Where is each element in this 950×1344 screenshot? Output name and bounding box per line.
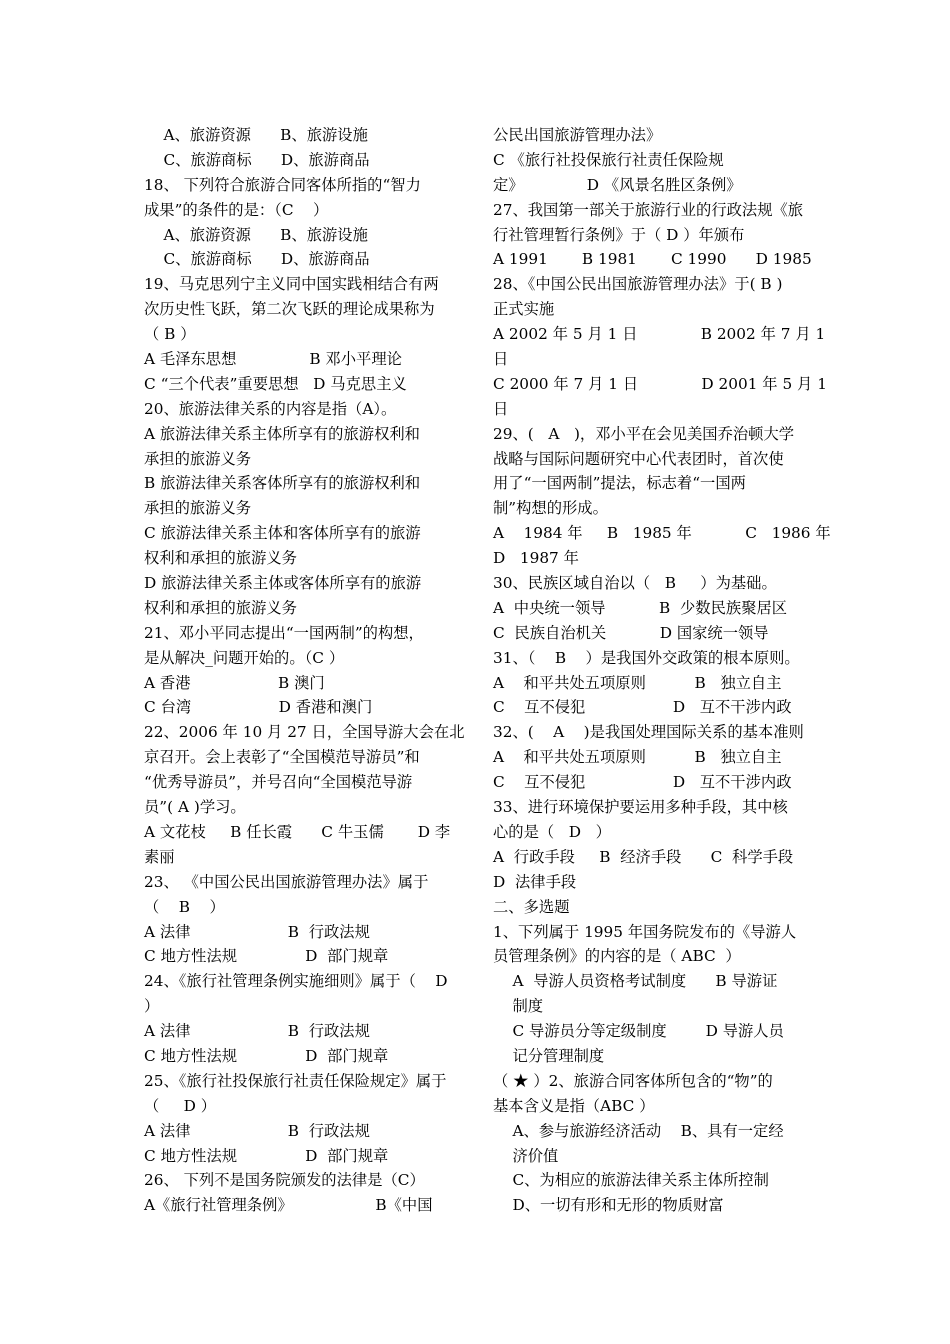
text-line: C 民族自治机关 D 国家统一领导 <box>493 623 769 642</box>
text-line: 30、民族区域自治以（ B ）为基础。 <box>493 574 777 593</box>
text-line: C 《旅行社投保旅行社责任保险规 <box>493 150 724 169</box>
text-line: C 地方性法规 D 部门规章 <box>144 947 389 966</box>
text-line: 29、( A )，邓小平在会见美国乔治顿大学 <box>493 424 795 443</box>
text-line: D、一切有形和无形的物质财富 <box>493 1196 724 1215</box>
text-line: A 毛泽东思想 B 邓小平理论 <box>144 350 402 369</box>
text-line: C、旅游商标 D、旅游商品 <box>144 250 370 269</box>
text-line: 31、（ B ）是我国外交政策的根本原则。 <box>493 648 800 667</box>
text-line: 定》 D 《风景名胜区条例》 <box>493 175 742 194</box>
text-line: 27、我国第一部关于旅游行业的行政法规《旅 <box>493 200 804 219</box>
text-line: A 文花枝 B 任长霞 C 牛玉儒 D 李 <box>144 822 451 841</box>
text-line: A、参与旅游经济活动 B、具有一定经 <box>493 1121 784 1140</box>
text-line: A 行政手段 B 经济手段 C 科学手段 <box>493 847 794 866</box>
text-line: 素丽 <box>144 847 175 866</box>
text-line: 正式实施 <box>493 300 555 319</box>
text-line: 是从解决_问题开始的。（C ） <box>144 648 345 667</box>
text-line: C 台湾 D 香港和澳门 <box>144 698 373 717</box>
text-line: A 1984 年 B 1985 年 C 1986 年 <box>493 524 831 543</box>
text-line: A 法律 B 行政法规 <box>144 1022 370 1041</box>
text-line: （ ★ ）2、旅游合同客体所包含的“物”的 <box>493 1071 773 1090</box>
text-line: 成果”的条件的是：（C ） <box>144 200 329 219</box>
text-line: 25、《旅行社投保旅行社责任保险规定》属于 <box>144 1071 447 1090</box>
text-line: 23、 《中国公民出国旅游管理办法》属于 <box>144 872 429 891</box>
text-line: A 2002 年 5 月 1 日 B 2002 年 7 月 1 <box>493 325 826 344</box>
text-line: 权利和承担的旅游义务 <box>144 549 297 568</box>
text-line: 行社管理暂行条例》于（ D ）年颁布 <box>493 225 745 244</box>
text-line: C 互不侵犯 D 互不干涉内政 <box>493 698 792 717</box>
text-line: 战略与国际问题研究中心代表团时，首次使 <box>493 449 784 468</box>
text-line: 24、《旅行社管理条例实施细则》属于（ D <box>144 972 448 991</box>
text-line: C 旅游法律关系主体和客体所享有的旅游 <box>144 524 421 543</box>
text-line: 承担的旅游义务 <box>144 449 252 468</box>
text-line: 心的是（ D ） <box>493 822 611 841</box>
text-line: A、旅游资源 B、旅游设施 <box>144 225 368 244</box>
text-line: 员管理条例》的内容的是（ ABC ） <box>493 947 741 966</box>
text-line: （ B ） <box>144 897 225 916</box>
text-line: ） <box>144 997 160 1016</box>
text-line: C 导游员分等定级制度 D 导游人员 <box>493 1022 784 1041</box>
text-line: D 法律手段 <box>493 872 577 891</box>
text-line: “优秀导游员”，并号召向“全国模范导游 <box>144 773 413 792</box>
text-line: 28、《中国公民出国旅游管理办法》于( B ) <box>493 275 783 294</box>
text-line: A 1991 B 1981 C 1990 D 1985 <box>493 250 812 269</box>
text-line: 26、 下列不是国务院颁发的法律是（C） <box>144 1171 425 1190</box>
text-line: A 中央统一领导 B 少数民族聚居区 <box>493 598 788 617</box>
text-line: （ B ） <box>144 325 196 344</box>
text-line: A 和平共处五项原则 B 独立自主 <box>493 748 782 767</box>
text-line: 32、( A )是我国处理国际关系的基本准则 <box>493 723 804 742</box>
text-line: A 法律 B 行政法规 <box>144 1121 370 1140</box>
text-line: 19、马克思列宁主义同中国实践相结合有两 <box>144 275 439 294</box>
text-line: 京召开。会上表彰了“全国模范导游员”和 <box>144 748 420 767</box>
text-line: 公民出国旅游管理办法》 <box>493 126 662 144</box>
text-line: 21、邓小平同志提出“一国两制”的构想， <box>144 623 424 642</box>
text-line: A《旅行社管理条例》 B《中国 <box>144 1196 433 1215</box>
text-line: 1、下列属于 1995 年国务院发布的《导游人 <box>493 922 797 941</box>
text-line: 日 <box>493 350 509 369</box>
text-line: C、为相应的旅游法律关系主体所控制 <box>493 1171 769 1190</box>
text-line: C “三个代表”重要思想 D 马克思主义 <box>144 374 407 393</box>
text-line: B 旅游法律关系客体所享有的旅游权利和 <box>144 474 421 493</box>
text-line: 用了“一国两制”提法，标志着“一国两 <box>493 474 746 493</box>
text-line: 基本含义是指（ABC ） <box>493 1096 655 1115</box>
text-line: C 2000 年 7 月 1 日 D 2001 年 5 月 1 <box>493 374 827 393</box>
text-line: A、旅游资源 B、旅游设施 <box>144 126 368 144</box>
text-line: 22、2006 年 10 月 27 日，全国导游大会在北 <box>144 723 465 742</box>
text-line: 员”( A )学习。 <box>144 798 246 817</box>
text-line: C 地方性法规 D 部门规章 <box>144 1046 389 1065</box>
text-line: C 互不侵犯 D 互不干涉内政 <box>493 773 792 792</box>
text-line: （ D ） <box>144 1096 217 1115</box>
text-line: 33、进行环境保护要运用多种手段，其中核 <box>493 798 788 817</box>
text-line: A 和平共处五项原则 B 独立自主 <box>493 673 782 692</box>
text-line: 制”构想的形成。 <box>493 499 608 518</box>
text-line: C、旅游商标 D、旅游商品 <box>144 150 370 169</box>
text-line: C 地方性法规 D 部门规章 <box>144 1146 389 1165</box>
text-line: A 导游人员资格考试制度 B 导游证 <box>493 972 778 991</box>
text-line: 济价值 <box>493 1146 559 1165</box>
left-text-column <box>144 123 465 1218</box>
text-line: 记分管理制度 <box>493 1046 605 1065</box>
text-line: D 旅游法律关系主体或客体所享有的旅游 <box>144 574 422 593</box>
text-line: A 旅游法律关系主体所享有的旅游权利和 <box>144 424 420 443</box>
text-line: 18、 下列符合旅游合同客体所指的“智力 <box>144 175 421 194</box>
text-line: A 法律 B 行政法规 <box>144 922 370 941</box>
right-text-column <box>493 123 831 1218</box>
text-line: 二、多选题 <box>493 897 570 916</box>
text-line: 权利和承担的旅游义务 <box>144 598 297 617</box>
text-line: A 香港 B 澳门 <box>144 673 325 692</box>
text-line: 20、旅游法律关系的内容是指（A）。 <box>144 399 397 418</box>
text-line: 承担的旅游义务 <box>144 499 252 518</box>
text-line: 制度 <box>493 997 544 1016</box>
text-line: D 1987 年 <box>493 549 579 568</box>
text-line: 日 <box>493 399 509 418</box>
text-line: 次历史性飞跃，第二次飞跃的理论成果称为 <box>144 300 435 319</box>
